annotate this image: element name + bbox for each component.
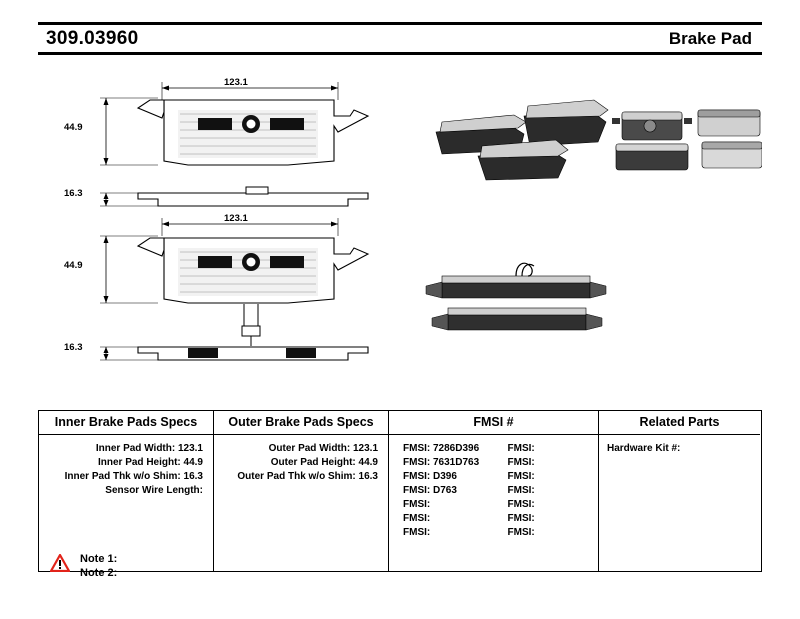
note-1: Note 1: xyxy=(80,553,118,565)
fmsi-row: FMSI: xyxy=(403,498,431,510)
outer-pad-specs-body xyxy=(214,435,388,571)
fmsi-row: FMSI: xyxy=(507,470,535,482)
fmsi-row: FMSI: xyxy=(507,484,535,496)
notes-section xyxy=(50,552,117,580)
fmsi-row: FMSI: 7631D763 xyxy=(403,456,480,468)
outer-pad-specs-column xyxy=(214,411,389,571)
outer-pad-thickness-row: Outer Pad Thk w/o Shim: 16.3 xyxy=(237,470,378,482)
fmsi-body xyxy=(389,435,598,571)
outer-height-dimension-label: 44.9 xyxy=(64,260,83,271)
fmsi-title: FMSI # xyxy=(389,411,598,435)
related-parts-title: Related Parts xyxy=(599,411,760,435)
inner-pad-height-row: Inner Pad Height: 44.9 xyxy=(97,456,203,468)
part-number: 309.03960 xyxy=(46,27,139,49)
outer-width-dimension-label: 123.1 xyxy=(224,213,248,224)
outer-pad-width-row: Outer Pad Width: 123.1 xyxy=(268,442,378,454)
fmsi-row: FMSI: xyxy=(403,512,431,524)
fmsi-row: FMSI: xyxy=(507,442,535,454)
fmsi-row: FMSI: xyxy=(507,526,535,538)
fmsi-row: FMSI: xyxy=(507,512,535,524)
fmsi-row: FMSI: xyxy=(507,498,535,510)
fmsi-row: FMSI: D396 xyxy=(403,470,457,482)
outer-thickness-dimension-label: 16.3 xyxy=(64,342,83,353)
header xyxy=(38,22,762,55)
inner-pad-specs-title: Inner Brake Pads Specs xyxy=(39,411,213,435)
sensor-wire-length-row: Sensor Wire Length: xyxy=(105,484,203,496)
inner-thickness-dimension-label: 16.3 xyxy=(64,188,83,199)
fmsi-row: FMSI: D763 xyxy=(403,484,457,496)
outer-pad-specs-title: Outer Brake Pads Specs xyxy=(214,411,388,435)
inner-pad-thickness-row: Inner Pad Thk w/o Shim: 16.3 xyxy=(64,470,203,482)
notes-list xyxy=(80,552,117,580)
note-2: Note 2: xyxy=(80,567,118,579)
fmsi-row: FMSI: xyxy=(507,456,535,468)
fmsi-row: FMSI: xyxy=(403,526,431,538)
warning-icon xyxy=(50,554,70,577)
inner-width-dimension-label: 123.1 xyxy=(224,77,248,88)
fmsi-left-column xyxy=(389,441,494,561)
hardware-kit-row: Hardware Kit #: xyxy=(607,442,681,454)
fmsi-column xyxy=(389,411,599,571)
related-parts-body xyxy=(599,435,760,571)
outer-pad-height-row: Outer Pad Height: 44.9 xyxy=(270,456,378,468)
inner-pad-width-row: Inner Pad Width: 123.1 xyxy=(95,442,203,454)
inner-pad-specs-column xyxy=(39,411,214,571)
inner-pad-specs-body xyxy=(39,435,213,571)
inner-height-dimension-label: 44.9 xyxy=(64,122,83,133)
fmsi-right-column xyxy=(494,441,599,561)
fmsi-row: FMSI: 7286D396 xyxy=(403,442,480,454)
document-type-title: Brake Pad xyxy=(668,28,752,48)
related-parts-column xyxy=(599,411,760,571)
technical-drawings xyxy=(38,60,762,390)
specs-tables xyxy=(38,410,762,572)
